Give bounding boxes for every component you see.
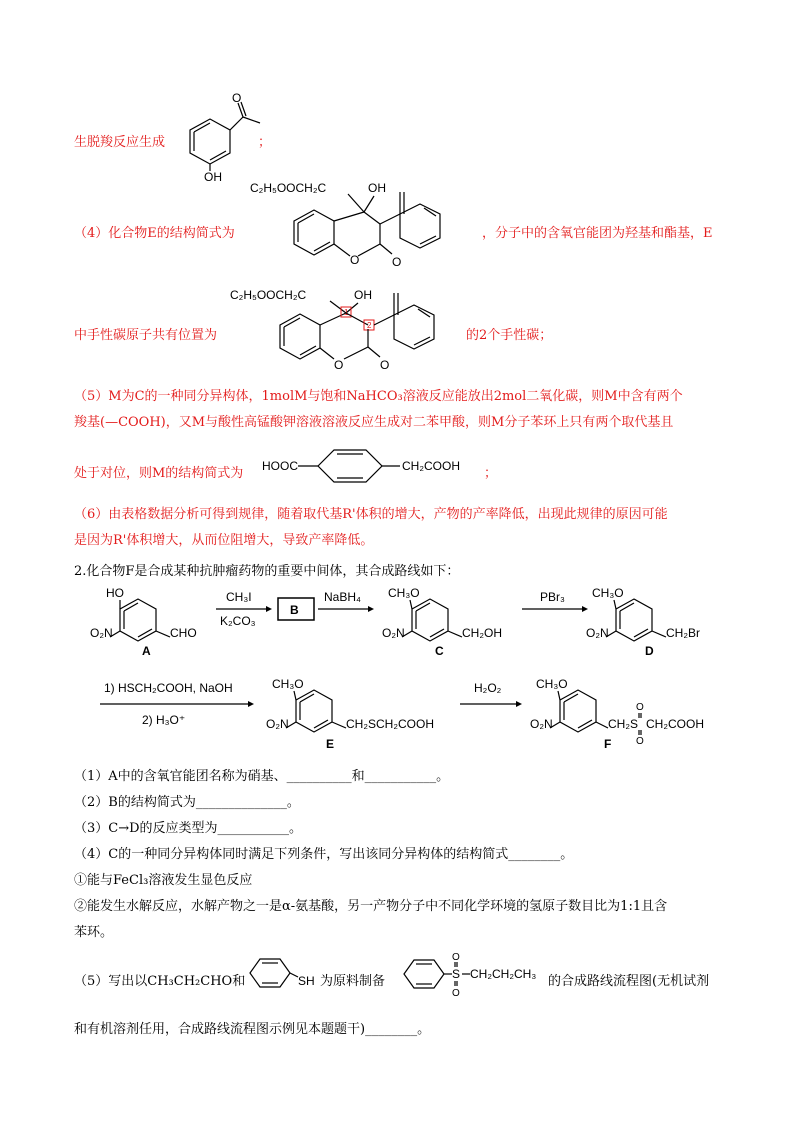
compound-m-structure (262, 440, 482, 500)
ans3-text: 生脱羧反应生成 (74, 135, 166, 150)
f-no2: O₂N (530, 717, 553, 731)
d-ch2br: CH₂Br (666, 626, 700, 640)
f-right: CH₂COOH (646, 717, 704, 731)
reagent-ch3i: CH₃I (226, 590, 252, 604)
chiral-oh: OH (354, 288, 372, 302)
ans5-block (74, 384, 734, 436)
q2-sub5-line2: 和有机溶剂任用，合成路线流程图示例见本题题干)________。 (74, 1022, 431, 1037)
reagent-nabh4: NaBH₄ (324, 590, 361, 604)
e-ch3o: CH₃O (272, 677, 304, 691)
q2-cond2-line2: 苯环。 (74, 925, 114, 940)
f-sulfonyl-o-top: O (636, 702, 644, 713)
reagent-k2co3: K₂CO₃ (220, 614, 256, 628)
a-ho: HO (106, 586, 124, 600)
synthesis-route-row2 (90, 672, 730, 752)
reagent-h2o2: H₂O₂ (474, 681, 502, 695)
q2-sub2: （2）B的结构简式为______________。 (74, 795, 300, 810)
label-b: B (290, 603, 299, 617)
thiophenol-sh: SH (298, 974, 315, 988)
chiral-mark-2: 2 (367, 321, 372, 330)
label-f: F (604, 737, 612, 751)
q2-sub5-suffix: 的合成路线流程图(无机试剂 (548, 974, 710, 989)
d-ch3o: CH₃O (592, 586, 624, 600)
q2-sub1: （1）A中的含氧官能团名称为硝基、__________和___________。 (74, 769, 450, 784)
q2-intro: 2.化合物F是合成某种抗肿瘤药物的重要中间体，其合成路线如下： (74, 564, 460, 579)
f-ch3o: CH₃O (536, 677, 568, 691)
ans5-line2: 羧基(—COOH)，又M与酸性高锰酸钾溶液溶液反应生成对二苯甲酸，则M分子苯环上只有两个取代基且 (74, 415, 674, 430)
ans3-suffix: ； (258, 135, 272, 150)
a-cho: CHO (170, 626, 197, 640)
a-no2: O₂N (90, 626, 113, 640)
chiral-carbonyl-o: O (380, 358, 390, 372)
label-c: C (435, 644, 444, 658)
q2-cond1: ①能与FeCl₃溶液发生显色反应 (74, 873, 253, 888)
m-right-group: CH₂COOH (402, 459, 460, 473)
q2-sub3: （3）C→D的反应类型为___________。 (74, 821, 303, 836)
ans6-line1: （6）由表格数据分析可得到规律，随着取代基R'体积的增大，产物的产率降低，出现此规律的原因可能 (74, 507, 668, 522)
e-no2: O₂N (266, 717, 289, 731)
ans4-prefix: （4）化合物E的结构简式为 (74, 226, 235, 241)
thiophenol-structure (246, 955, 316, 995)
ans6-block (74, 502, 734, 554)
e-oh: OH (368, 181, 386, 195)
synthesis-route-row1 (90, 585, 730, 660)
e-substituent: C₂H₅OOCH₂C (250, 181, 327, 195)
ans4-suffix: ，分子中的含氧官能团为羟基和酯基，E (482, 226, 713, 241)
label-a: A (142, 644, 151, 658)
chiral-mark-1: 1 (344, 308, 349, 317)
ans5-line3-suffix: ； (484, 466, 498, 481)
m-left-group: HOOC (262, 459, 298, 473)
carbonyl-o: O (232, 91, 242, 105)
target-o-top: O (452, 952, 460, 963)
ans5-line1: （5）M为C的一种同分异构体，1molM与饱和NaHCO₃溶液反应能放出2mol二氧化碳，则M中含有两个 (74, 389, 683, 404)
target-o-bottom: O (452, 988, 460, 999)
chiral-ring-o: O (334, 358, 344, 372)
ans4-chiral-suffix: 的2个手性碳； (466, 328, 553, 343)
c-ch2oh: CH₂OH (462, 626, 502, 640)
f-left: CH₂S (608, 717, 638, 731)
q2-sub5-mid: 为原料制备 (320, 974, 386, 989)
ans6-line2: 是因为R'体积增大，从而位阻增大，导致产率降低。 (74, 533, 374, 548)
q2-sub4: （4）C的一种同分异构体同时满足下列条件，写出该同分异构体的结构简式________。 (74, 847, 574, 862)
label-d: D (645, 644, 654, 658)
reagent-hsch2cooh: 1) HSCH₂COOH, NaOH (104, 681, 233, 695)
d-no2: O₂N (586, 626, 609, 640)
target-sulfone-structure (400, 950, 550, 1005)
q2-cond2-line1: ②能发生水解反应，水解产物之一是α-氨基酸，另一产物分子中不同化学环境的氢原子数目比为1:1且含 (74, 899, 668, 914)
ans3-tail (74, 131, 165, 150)
reagent-pbr3: PBr₃ (540, 590, 565, 604)
c-ch3o: CH₃O (388, 586, 420, 600)
compound-e-structure (250, 178, 480, 273)
label-e: E (326, 737, 335, 751)
oh-label: OH (204, 170, 222, 184)
target-propyl: CH₂CH₂CH₃ (470, 967, 537, 981)
ans4-chiral-prefix: 中手性碳原子共有位置为 (74, 328, 218, 343)
reagent-h3o: 2) H₃O⁺ (142, 713, 186, 727)
e-chain: CH₂SCH₂COOH (346, 717, 434, 731)
c-no2: O₂N (382, 626, 405, 640)
target-s: S (452, 967, 461, 981)
f-sulfonyl-o-bottom: O (636, 736, 644, 747)
compound-e-chiral-structure (230, 283, 460, 378)
ans5-line3-prefix: 处于对位，则M的结构简式为 (74, 466, 244, 481)
e-ring-o: O (350, 253, 360, 267)
e-carbonyl-o: O (392, 255, 402, 269)
chiral-substituent: C₂H₅OOCH₂C (230, 288, 307, 302)
q2-sub5-prefix: （5）写出以CH₃CH₂CHO和 (74, 974, 246, 989)
q2-subquestions (74, 764, 734, 946)
